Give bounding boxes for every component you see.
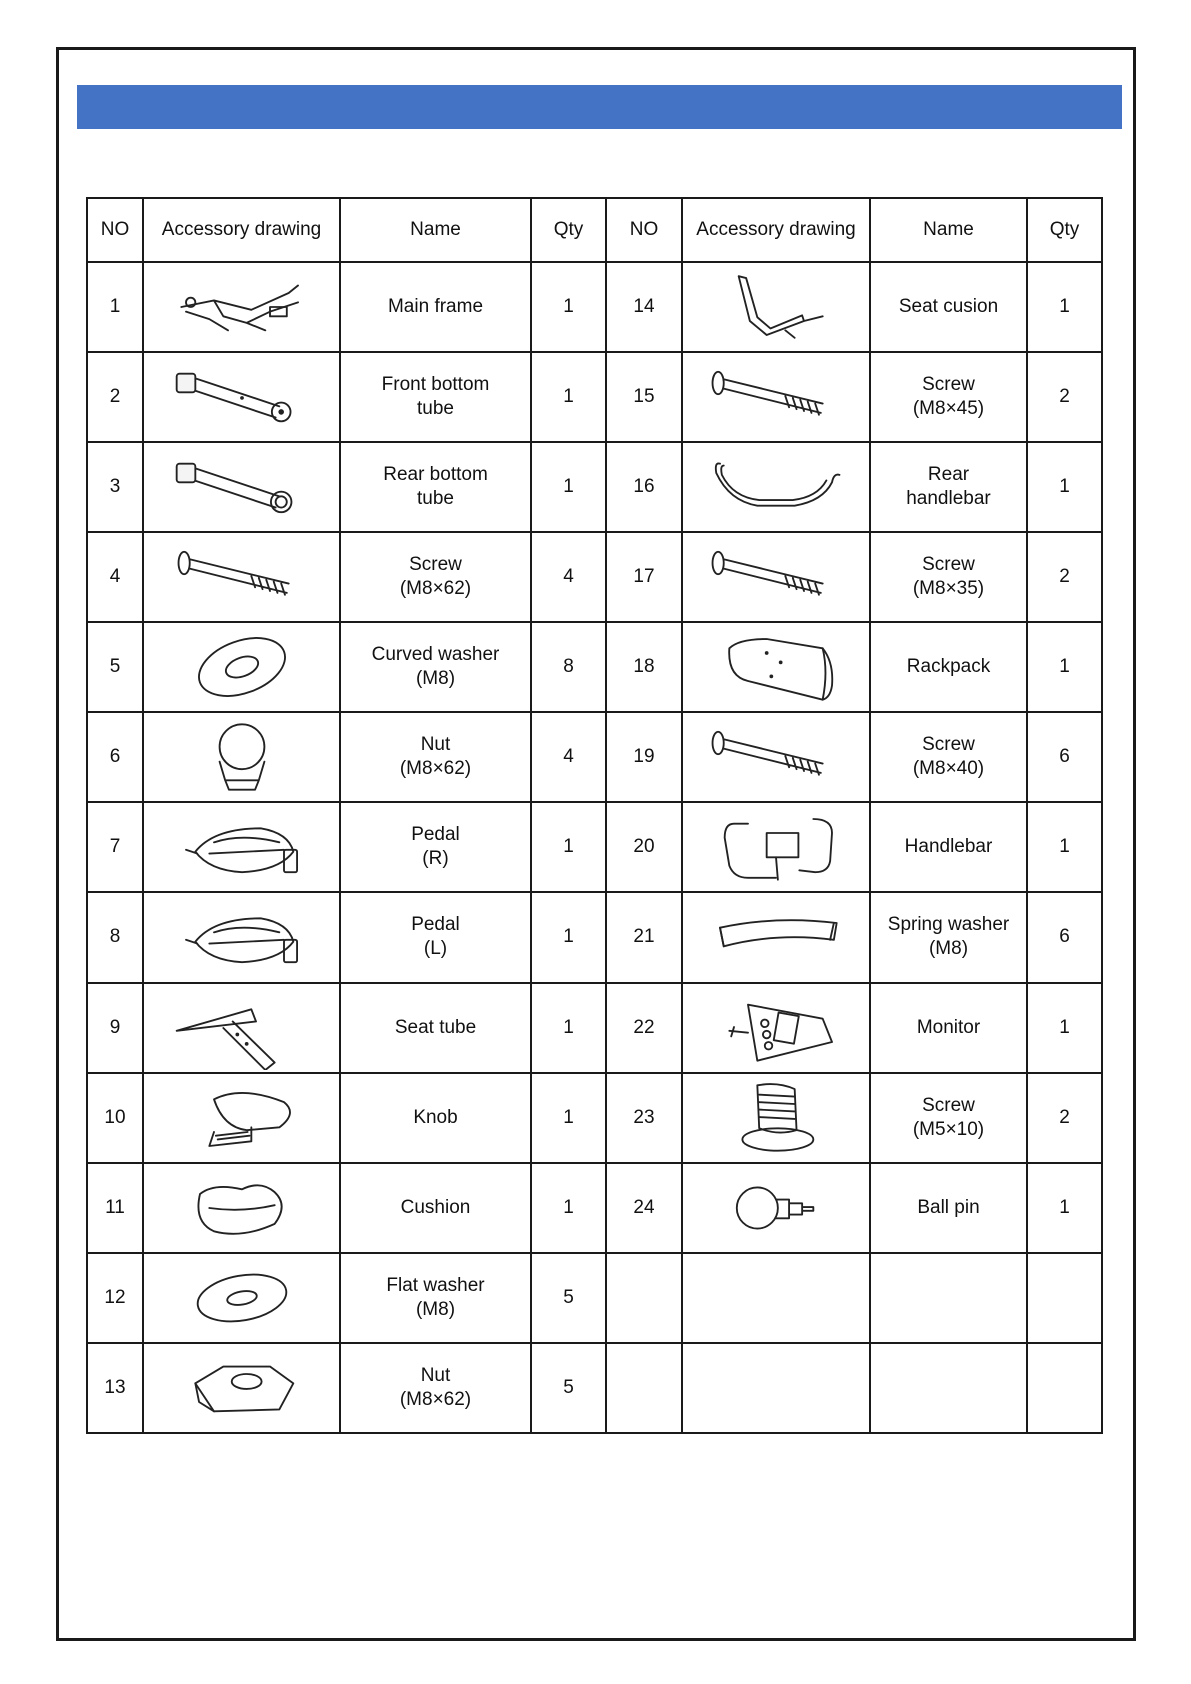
part-name [870,352,1027,442]
part-number: 17 [606,532,682,622]
part-qty: 6 [1027,892,1102,982]
part-name [340,892,531,982]
part-drawing [682,532,870,622]
part-name-line: (M8) [928,938,969,960]
part-name-line: Cushion [400,1196,471,1218]
screw-icon [691,355,861,439]
part-drawing [143,1163,340,1253]
part-qty: 1 [531,892,606,982]
empty-drawing-cell [682,1343,870,1433]
screw-icon [691,715,861,799]
part-qty: 1 [1027,802,1102,892]
part-name-line: Curved washer [371,644,500,666]
part-name-line: Main frame [387,296,484,318]
part-drawing [682,262,870,352]
part-drawing [143,262,340,352]
part-qty: 2 [1027,1073,1102,1163]
part-qty: 1 [1027,262,1102,352]
part-name-line: Seat cusion [898,296,999,318]
pedal-icon [157,895,327,979]
part-name [340,1073,531,1163]
part-qty: 1 [1027,622,1102,712]
part-name [340,983,531,1073]
part-name [870,1163,1027,1253]
part-drawing [682,983,870,1073]
part-name [870,532,1027,622]
header-name: Name [870,198,1027,262]
part-number: 18 [606,622,682,712]
part-name-line: (M5×10) [912,1118,985,1140]
part-name-line: Pedal [411,824,460,846]
ball-pin-icon [691,1166,861,1250]
part-number: 7 [87,802,143,892]
part-drawing [143,1253,340,1343]
monitor-icon [691,986,861,1070]
part-name-line: (L) [423,938,448,960]
part-qty: 5 [531,1343,606,1433]
part-number: 12 [87,1253,143,1343]
part-name-line: (M8) [415,668,456,690]
table-header-row [87,198,1102,262]
part-name-line: (R) [422,848,449,870]
header-qty: Qty [531,198,606,262]
header-band [77,85,1122,129]
part-number: 21 [606,892,682,982]
part-name [870,712,1027,802]
main-frame-icon [157,265,327,349]
screw-icon [691,535,861,619]
part-number: 20 [606,802,682,892]
part-name-line: Seat tube [394,1016,477,1038]
part-name [340,1163,531,1253]
part-name-line: Rear [927,464,970,486]
part-name-line: Flat washer [386,1274,485,1296]
part-name-line: Knob [413,1106,458,1128]
table-row [87,532,1102,622]
part-drawing [682,352,870,442]
header-no: NO [87,198,143,262]
part-qty: 4 [531,532,606,622]
part-name-line: Monitor [916,1016,981,1038]
empty-qty-cell [1027,1253,1102,1343]
part-drawing [682,1163,870,1253]
part-qty: 1 [531,352,606,442]
empty-no-cell [606,1343,682,1433]
part-name [340,802,531,892]
part-name-line: Screw [409,554,462,576]
part-name-line: Nut [420,734,451,756]
table-row [87,983,1102,1073]
part-name-line: Spring washer [887,914,1010,936]
part-qty: 4 [531,712,606,802]
part-drawing [682,1073,870,1163]
part-name [870,983,1027,1073]
part-name-line: (M8) [415,1298,456,1320]
front-bottom-tube-icon [157,355,327,439]
header-name: Name [340,198,531,262]
part-number: 22 [606,983,682,1073]
part-drawing [143,1073,340,1163]
part-qty: 5 [531,1253,606,1343]
empty-qty-cell [1027,1343,1102,1433]
handlebar-icon [691,805,861,889]
curved-washer-icon [157,625,327,709]
header-qty: Qty [1027,198,1102,262]
part-name [340,532,531,622]
empty-drawing-cell [682,1253,870,1343]
part-number: 15 [606,352,682,442]
table-row [87,1073,1102,1163]
parts-table [86,197,1103,1434]
part-qty: 2 [1027,352,1102,442]
cushion-icon [157,1166,327,1250]
table-row [87,1163,1102,1253]
part-name [340,1343,531,1433]
part-name-line: Rear bottom [383,464,488,486]
part-drawing [143,622,340,712]
table-row [87,1253,1102,1343]
part-number: 6 [87,712,143,802]
part-name-line: tube [417,398,454,420]
part-number: 10 [87,1073,143,1163]
spring-washer-icon [691,895,861,979]
screw-icon [157,535,327,619]
part-number: 19 [606,712,682,802]
part-number: 11 [87,1163,143,1253]
part-name-line: Handlebar [904,836,993,858]
table-row [87,262,1102,352]
part-name [870,622,1027,712]
part-name-line: Rackpack [906,656,991,678]
part-name [870,1073,1027,1163]
part-drawing [682,712,870,802]
part-name-line: Screw [922,1094,975,1116]
part-number: 16 [606,442,682,532]
part-name-line: (M8×62) [399,1388,472,1410]
empty-name-cell [870,1343,1027,1433]
part-qty: 1 [1027,1163,1102,1253]
part-drawing [143,983,340,1073]
part-qty: 6 [1027,712,1102,802]
part-number: 9 [87,983,143,1073]
part-drawing [682,442,870,532]
part-number: 3 [87,442,143,532]
table-row [87,892,1102,982]
part-drawing [682,802,870,892]
part-qty: 1 [1027,442,1102,532]
hex-nut-icon [157,1346,327,1430]
part-name-line: (M8×40) [912,758,985,780]
part-drawing [143,442,340,532]
part-name [870,802,1027,892]
part-qty: 1 [531,1073,606,1163]
part-name-line: (M8×45) [912,398,985,420]
part-number: 23 [606,1073,682,1163]
seat-cushion-icon [691,265,861,349]
part-name-line: handlebar [906,488,991,510]
empty-no-cell [606,1253,682,1343]
part-drawing [682,892,870,982]
part-qty: 1 [531,983,606,1073]
small-screw-icon [691,1076,861,1160]
part-name-line: (M8×62) [399,578,472,600]
part-name [340,712,531,802]
table-row [87,622,1102,712]
table-row [87,442,1102,532]
part-name-line: Screw [922,554,975,576]
rackpack-icon [691,625,861,709]
part-drawing [143,802,340,892]
part-qty: 1 [531,262,606,352]
part-number: 24 [606,1163,682,1253]
header-drawing: Accessory drawing [143,198,340,262]
part-number: 4 [87,532,143,622]
table-row [87,802,1102,892]
part-name-line: Screw [922,734,975,756]
part-name [340,1253,531,1343]
part-qty: 1 [531,442,606,532]
part-number: 14 [606,262,682,352]
table-row [87,352,1102,442]
table-row [87,712,1102,802]
part-name [340,262,531,352]
knob-icon [157,1076,327,1160]
part-qty: 2 [1027,532,1102,622]
cap-nut-icon [157,715,327,799]
part-name [340,622,531,712]
part-name-line: Nut [420,1364,451,1386]
part-drawing [682,622,870,712]
empty-name-cell [870,1253,1027,1343]
rear-bottom-tube-icon [157,445,327,529]
part-name-line: Screw [922,374,975,396]
part-name-line: Front bottom [381,374,490,396]
part-number: 8 [87,892,143,982]
part-number: 13 [87,1343,143,1433]
part-name [340,352,531,442]
flat-washer-icon [157,1256,327,1340]
part-name-line: tube [417,488,454,510]
pedal-icon [157,805,327,889]
part-qty: 1 [1027,983,1102,1073]
seat-tube-icon [157,986,327,1070]
part-qty: 1 [531,802,606,892]
part-drawing [143,532,340,622]
part-number: 1 [87,262,143,352]
part-name [870,892,1027,982]
part-drawing [143,892,340,982]
part-name-line: (M8×35) [912,578,985,600]
part-drawing [143,1343,340,1433]
part-name [870,442,1027,532]
part-number: 2 [87,352,143,442]
part-drawing [143,352,340,442]
part-name-line: Pedal [411,914,460,936]
header-no: NO [606,198,682,262]
header-drawing: Accessory drawing [682,198,870,262]
part-qty: 8 [531,622,606,712]
part-qty: 1 [531,1163,606,1253]
part-name-line: Ball pin [917,1196,980,1218]
part-name [870,262,1027,352]
part-drawing [143,712,340,802]
part-name-line: (M8×62) [399,758,472,780]
table-row [87,1343,1102,1433]
part-name [340,442,531,532]
part-number: 5 [87,622,143,712]
rear-handlebar-icon [691,445,861,529]
